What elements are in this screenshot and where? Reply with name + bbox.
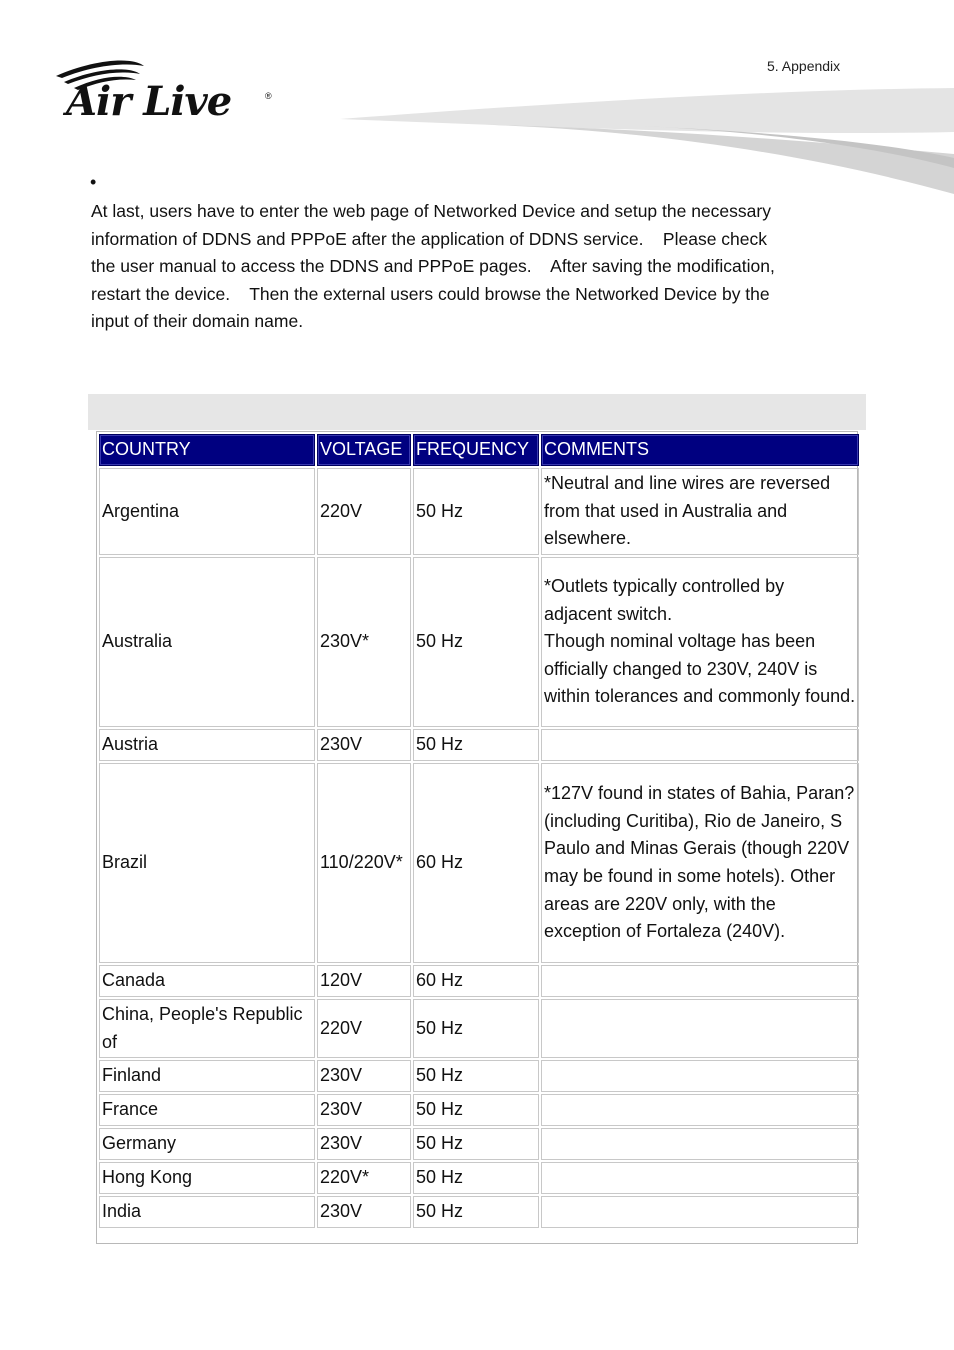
cell-voltage: 230V [317,1128,411,1160]
section-heading-band [88,394,866,430]
cell-voltage: 220V* [317,1162,411,1194]
cell-country: China, People's Republic of [99,999,315,1058]
cell-country: Austria [99,729,315,761]
cell-frequency: 50 Hz [413,1128,539,1160]
cell-comments [541,1060,859,1092]
voltage-table-container [96,431,858,1244]
bullet-point: • [90,172,97,192]
header-country: COUNTRY [99,434,315,466]
cell-frequency: 50 Hz [413,1094,539,1126]
cell-voltage: 220V [317,999,411,1058]
table-row [99,1162,859,1194]
cell-frequency: 60 Hz [413,763,539,963]
header-swoosh-decoration [340,84,954,199]
cell-voltage: 110/220V* [317,763,411,963]
cell-voltage: 220V [317,468,411,555]
cell-frequency: 50 Hz [413,1162,539,1194]
cell-frequency: 60 Hz [413,965,539,997]
table-row [99,1196,859,1228]
cell-country: Germany [99,1128,315,1160]
cell-voltage: 230V [317,1094,411,1126]
cell-comments: *Outlets typically controlled by adjacent switch. Though nominal voltage has been officially changed to 230V, 240V is within tolerances and commonly found. [541,557,859,727]
cell-frequency: 50 Hz [413,999,539,1058]
cell-voltage: 230V [317,729,411,761]
cell-frequency: 50 Hz [413,557,539,727]
cell-voltage: 230V [317,1060,411,1092]
table-row [99,729,859,761]
table-row [99,1128,859,1160]
cell-country: Hong Kong [99,1162,315,1194]
ddns-instructions-paragraph: At last, users have to enter the web page of Networked Device and setup the necessary information of DDNS and PPPoE after the application of DDNS service. Please check the user manual to access the DDNS and PPPoE pages. After saving the modification, restart the device. Then the external users could browse the Networked Device by the input of their domain name. [91,201,775,331]
cell-frequency: 50 Hz [413,1060,539,1092]
cell-country: India [99,1196,315,1228]
header-comments: COMMENTS [541,434,859,466]
cell-frequency: 50 Hz [413,729,539,761]
cell-country: France [99,1094,315,1126]
cell-comments [541,729,859,761]
table-row [99,965,859,997]
cell-comments [541,1128,859,1160]
cell-voltage: 230V* [317,557,411,727]
header-frequency: FREQUENCY [413,434,539,466]
cell-voltage: 230V [317,1196,411,1228]
cell-country: Canada [99,965,315,997]
header-voltage: VOLTAGE [317,434,411,466]
table-row [99,557,859,727]
cell-comments [541,1196,859,1228]
cell-country: Brazil [99,763,315,963]
cell-frequency: 50 Hz [413,1196,539,1228]
cell-comments [541,1162,859,1194]
table-row [99,763,859,963]
table-row [99,1060,859,1092]
cell-comments: *127V found in states of Bahia, Paran? (including Curitiba), Rio de Janeiro, S Paulo and Minas Gerais (though 220V may be found in some hotels). Other areas are 220V only, with the exception of Fortaleza (240V). [541,763,859,963]
cell-country: Argentina [99,468,315,555]
cell-frequency: 50 Hz [413,468,539,555]
cell-comments: *Neutral and line wires are reversed from that used in Australia and elsewhere. [541,468,859,555]
voltage-frequency-table [97,432,861,1230]
cell-voltage: 120V [317,965,411,997]
page-section-label: 5. Appendix [767,58,841,74]
registered-mark: ® [265,91,272,101]
cell-comments [541,999,859,1058]
table-row [99,999,859,1058]
table-row [99,468,859,555]
airlive-logo: Air Live [66,78,232,125]
table-header-row [99,434,859,466]
cell-comments [541,1094,859,1126]
table-row [99,1094,859,1126]
cell-comments [541,965,859,997]
cell-country: Australia [99,557,315,727]
cell-country: Finland [99,1060,315,1092]
